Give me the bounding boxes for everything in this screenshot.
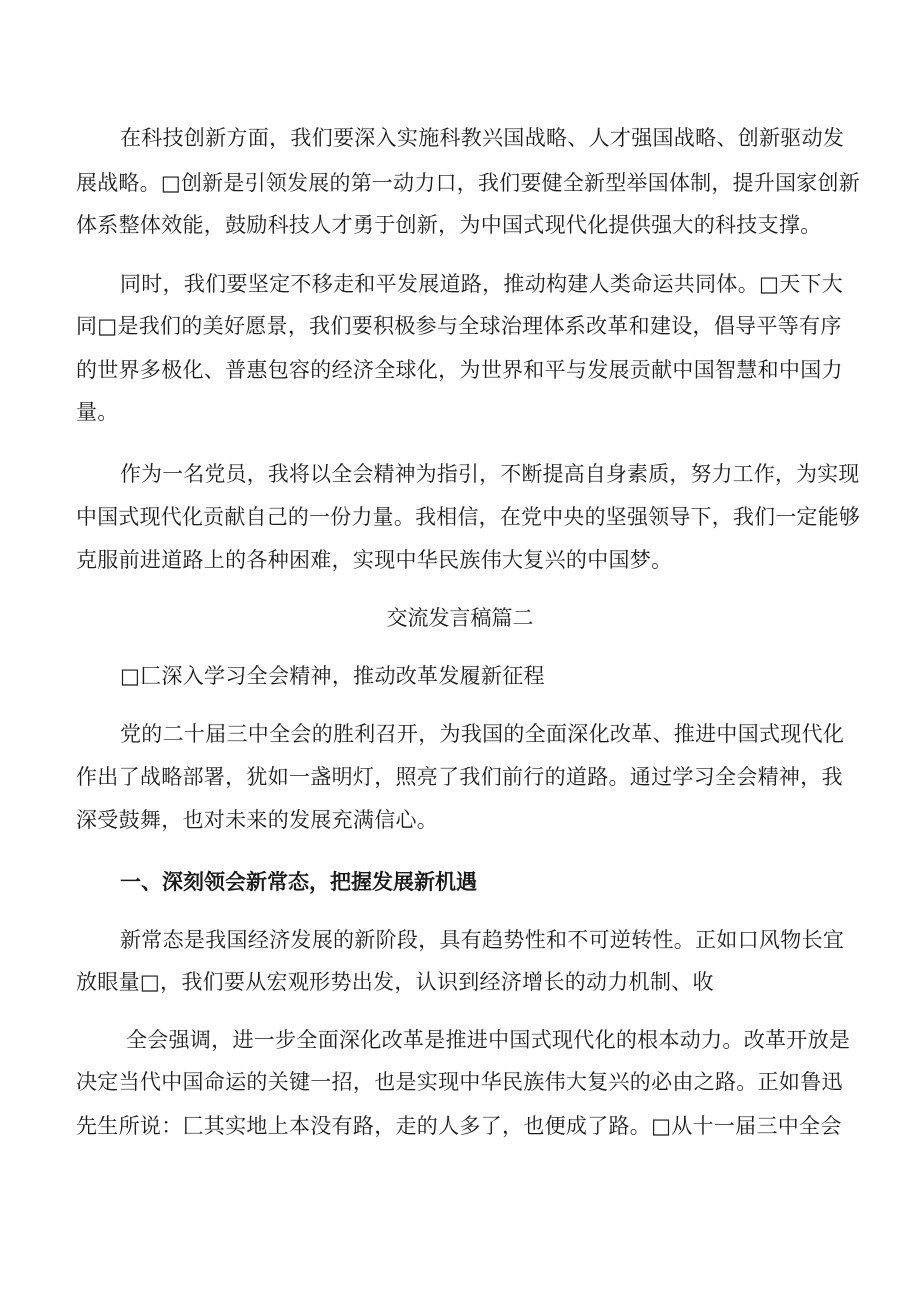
paragraph-2-line-1: 同时，我们要坚定不移走和平发展道路，推动构建人类命运共同体。□天下大: [120, 272, 844, 296]
paragraph-2-line-2: 同□是我们的美好愿景，我们要积极参与全球治理体系改革和建设，倡导平等有序: [76, 314, 842, 338]
paragraph-1-line-3: 体系整体效能，鼓励科技人才勇于创新，为中国式现代化提供强大的科技支撑。: [76, 213, 822, 237]
paragraph-1-line-2: 展战略。□创新是引领发展的第一动力口，我们要健全新型举国体制，提升国家创新: [76, 171, 860, 195]
paragraph-2-line-4: 量。: [76, 400, 119, 424]
section-title: 交流发言稿篇二: [386, 606, 534, 630]
paragraph-4-line-3: 深受鼓舞，也对未来的发展充满信心。: [76, 808, 439, 832]
paragraph-6-line-1: 全会强调，进一步全面深化改革是推进中国式现代化的根本动力。改革开放是: [126, 1028, 851, 1052]
paragraph-4-line-2: 作出了战略部署，犹如一盏明灯，照亮了我们前行的道路。通过学习全会精神，我: [76, 765, 843, 789]
paragraph-2-line-3: 的世界多极化、普惠包容的经济全球化，为世界和平与发展贡献中国智慧和中国力: [76, 358, 843, 382]
paragraph-6-line-2: 决定当代中国命运的关键一招，也是实现中华民族伟大复兴的必由之路。正如鲁迅: [76, 1070, 843, 1094]
paragraph-5-line-1: 新常态是我国经济发展的新阶段，具有趋势性和不可逆转性。正如口风物长宜: [120, 928, 845, 952]
paragraph-5-line-2: 放眼量□，我们要从宏观形势出发，认识到经济增长的动力机制、收: [76, 970, 714, 994]
heading-1: 一、深刻领会新常态，把握发展新机遇: [120, 870, 477, 894]
paragraph-3-line-1: 作为一名党员，我将以全会精神为指引，不断提高自身素质，努力工作，为实现: [120, 462, 860, 486]
subtitle-line: □匚深入学习全会精神，推动改革发履新征程: [120, 664, 545, 688]
paragraph-3-line-3: 克服前进道路上的各种困难，实现中华民族伟大复兴的中国梦。: [76, 548, 673, 572]
paragraph-6-line-3: 先生所说：匚其实地上本没有路，走的人多了，也便成了路。□从十一届三中全会: [76, 1114, 842, 1138]
paragraph-3-line-2: 中国式现代化贡献自己的一份力量。我相信，在党中央的坚强领导下，我们一定能够: [76, 505, 861, 529]
paragraph-4-line-1: 党的二十届三中全会的胜利召开，为我国的全面深化改革、推进中国式现代化: [120, 722, 845, 746]
paragraph-1-line-1: 在科技创新方面，我们要深入实施科教兴国战略、人才强国战略、创新驱动发: [120, 126, 845, 150]
